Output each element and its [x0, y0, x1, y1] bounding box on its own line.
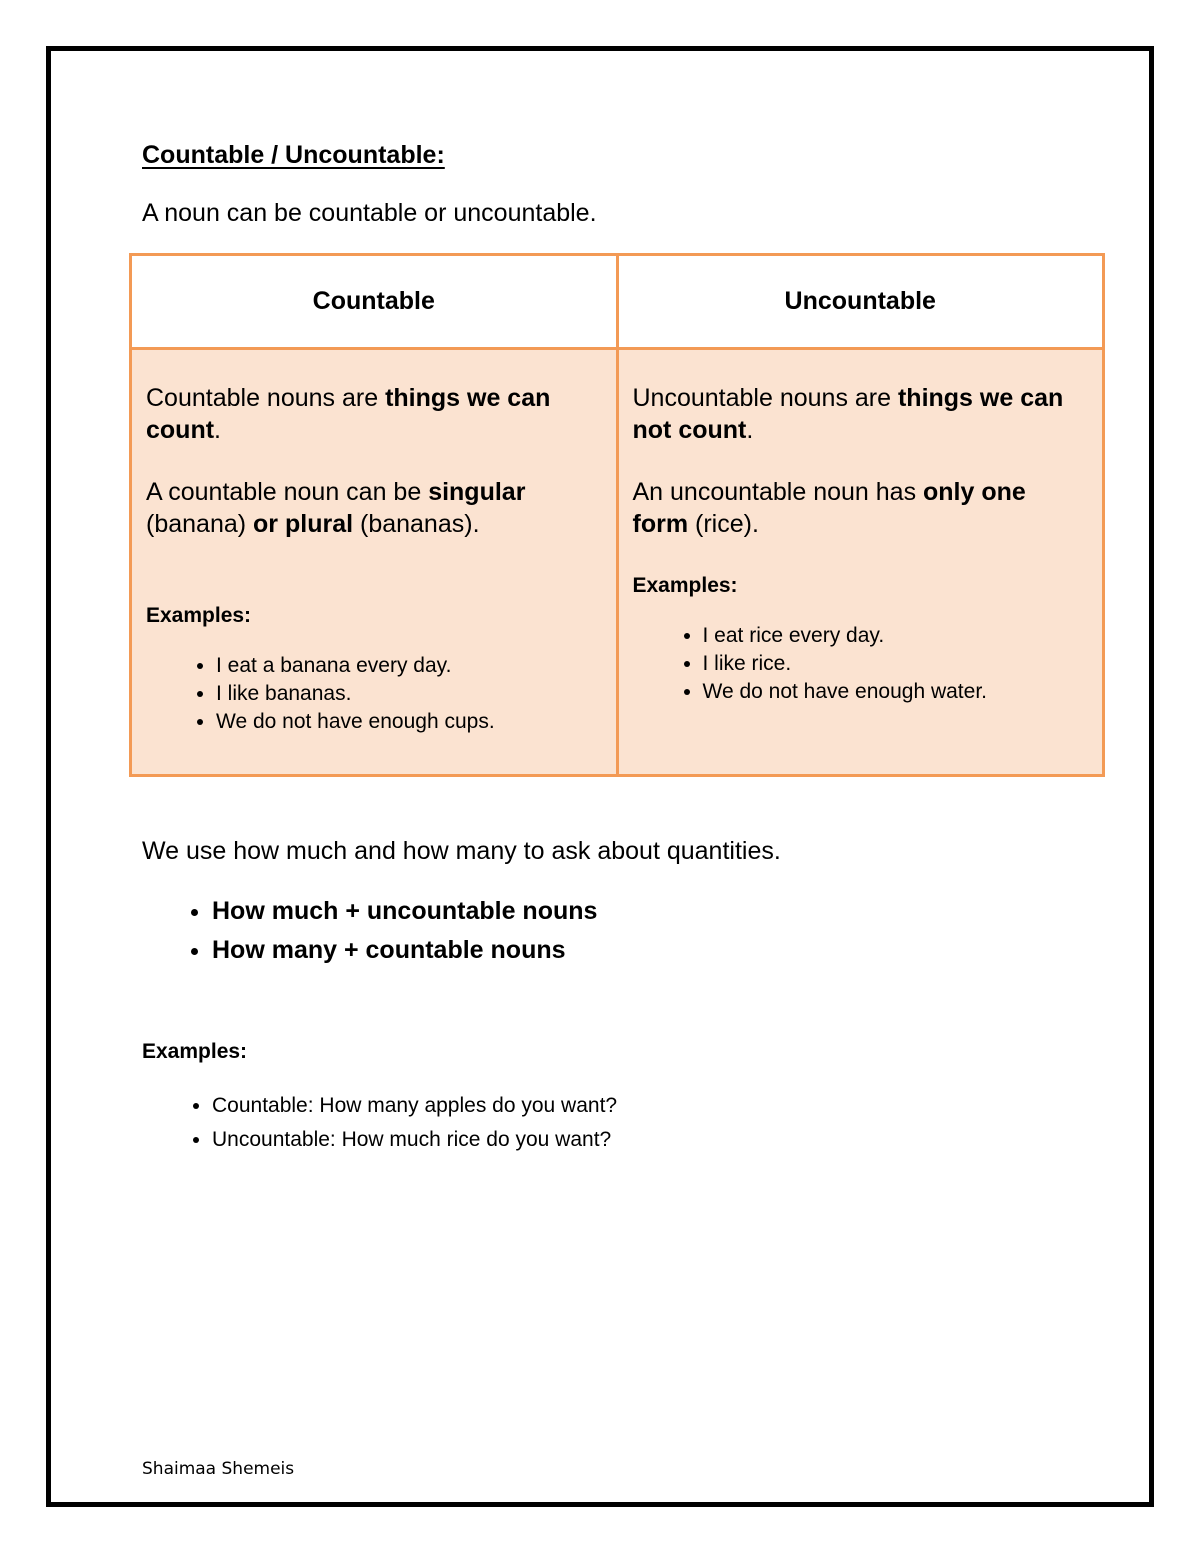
- examples-label: Examples:: [142, 1040, 248, 1063]
- header-uncountable: Uncountable: [617, 255, 1104, 349]
- list-item: • We do not have enough water.: [703, 678, 1089, 706]
- intro-text: A noun can be countable or uncountable.: [142, 199, 597, 227]
- comparison-table: [129, 253, 1105, 777]
- list-item: • Uncountable: How much rice do you want?: [212, 1123, 912, 1157]
- uncountable-cell: [617, 349, 1104, 776]
- list-item: • I eat a banana every day.: [216, 652, 602, 680]
- countable-definition: Countable nouns are things we can count.: [146, 384, 551, 444]
- list-item: • I eat rice every day.: [703, 622, 1089, 650]
- countable-forms: A countable noun can be singular (banana) or plural (bananas).: [146, 478, 526, 538]
- table-header-row: [131, 255, 1104, 349]
- list-item: • How much + uncountable nouns: [212, 892, 912, 931]
- list-item: • Countable: How many apples do you want?: [212, 1089, 912, 1123]
- uncountable-definition: Uncountable nouns are things we can not count.: [632, 384, 1064, 444]
- uncountable-examples-label: Examples:: [632, 574, 738, 597]
- table-body-row: [131, 349, 1104, 776]
- countable-examples-label: Examples:: [146, 604, 252, 627]
- countable-cell: [131, 349, 618, 776]
- header-countable: Countable: [131, 255, 618, 349]
- uncountable-examples-list: [633, 622, 1089, 706]
- page-title: Countable / Uncountable:: [142, 141, 445, 169]
- countable-examples-list: [146, 652, 602, 736]
- usage-text: We use how much and how many to ask about quantities.: [142, 837, 781, 865]
- list-item: • We do not have enough cups.: [216, 708, 602, 736]
- examples-list: [142, 1089, 912, 1157]
- list-item: • How many + countable nouns: [212, 931, 912, 970]
- list-item: • I like rice.: [703, 650, 1089, 678]
- list-item: • I like bananas.: [216, 680, 602, 708]
- uncountable-forms: An uncountable noun has only one form (rice).: [632, 478, 1026, 538]
- author-footer: Shaimaa Shemeis: [142, 1459, 295, 1479]
- rules-list: [142, 892, 912, 970]
